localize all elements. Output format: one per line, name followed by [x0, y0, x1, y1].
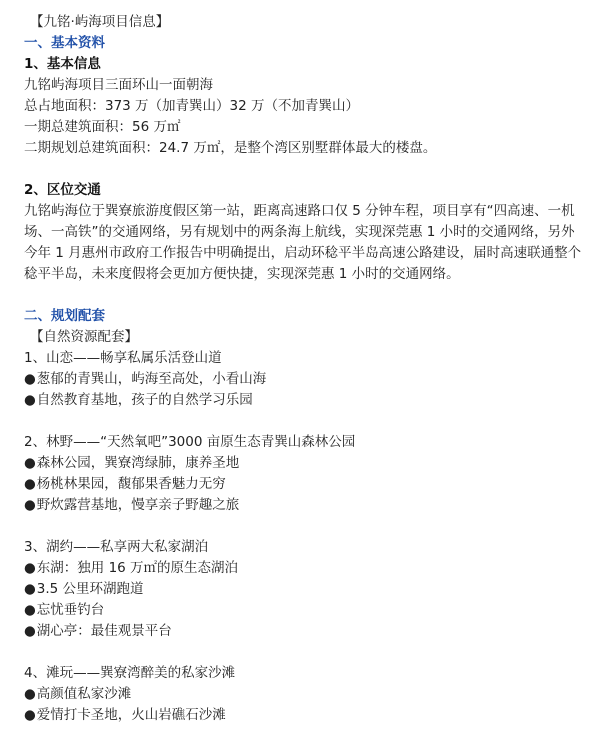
bullet-icon: ●	[24, 497, 36, 513]
bullet-icon: ●	[24, 707, 36, 723]
list-item-text: 东湖：独用 16 万㎡的原生态湖泊	[36, 560, 239, 576]
list-item	[24, 579, 584, 600]
list-item-text: 3.5 公里环湖跑道	[36, 581, 144, 597]
list-item	[24, 495, 584, 516]
list-item-text: 森林公园，巽寮湾绿肺，康养圣地	[36, 455, 240, 471]
list-item-text: 葱郁的青巽山，屿海至高处，小看山海	[36, 371, 267, 387]
section-heading-planning: 二、规划配套	[24, 308, 105, 324]
list-item	[24, 390, 584, 411]
list-item-text: 忘忧垂钓台	[36, 602, 105, 618]
list-item-text: 高颜值私家沙滩	[36, 686, 132, 702]
list-item	[24, 600, 584, 621]
list-item	[24, 474, 584, 495]
info-line: 二期规划总建筑面积：24.7 万㎡，是整个湾区别墅群体最大的楼盘。	[24, 140, 437, 156]
location-paragraph: 九铭屿海位于巽寮旅游度假区第一站，距离高速路口仅 5 分钟车程，项目享有“四高速、一机场、一高铁”的交通网络，另有规划中的两条海上航线，实现深莞惠 1 小时的交通网络，另外今年 1 月惠州市政府工作报告中明确提出，启动环稔平半岛高速公路建设，届时高速联通整个稔平半岛，未来度假将会更加方便快捷，实现深莞惠 1 小时的交通网络。	[24, 203, 582, 282]
bullet-icon: ●	[24, 560, 36, 576]
list-item	[24, 453, 584, 474]
list-item-text: 自然教育基地，孩子的自然学习乐园	[36, 392, 253, 408]
bullet-icon: ●	[24, 581, 36, 597]
section-heading-basic-info: 一、基本资料	[24, 35, 105, 51]
bullet-icon: ●	[24, 392, 36, 408]
subsection-title-location: 2、区位交通	[24, 182, 101, 198]
bullet-icon: ●	[24, 476, 36, 492]
natural-resources-subheading: 【自然资源配套】	[30, 329, 138, 345]
list-item	[24, 558, 584, 579]
bullet-icon: ●	[24, 371, 36, 387]
list-item-text: 野炊露营基地，慢享亲子野趣之旅	[36, 497, 240, 513]
group-title: 3、湖约——私享两大私家湖泊	[24, 539, 209, 555]
document-body	[24, 12, 584, 726]
list-item	[24, 369, 584, 390]
group-title: 4、滩玩——巽寮湾醉美的私家沙滩	[24, 665, 236, 681]
info-line: 一期总建筑面积：56 万㎡	[24, 119, 181, 135]
group-title: 2、林野——“天然氧吧”3000 亩原生态青巽山森林公园	[24, 434, 356, 450]
bullet-icon: ●	[24, 686, 36, 702]
document-title: 【九铭·屿海项目信息】	[30, 14, 170, 30]
bullet-icon: ●	[24, 455, 36, 471]
list-item-text: 湖心亭：最佳观景平台	[36, 623, 172, 639]
list-item-text: 爱情打卡圣地，火山岩礁石沙滩	[36, 707, 226, 723]
subsection-title-basic: 1、基本信息	[24, 56, 101, 72]
list-item	[24, 705, 584, 726]
info-line: 九铭屿海项目三面环山一面朝海	[24, 77, 213, 93]
list-item-text: 杨桃林果园，馥郁果香魅力无穷	[36, 476, 226, 492]
info-line: 总占地面积：373 万（加青巽山）32 万（不加青巽山）	[24, 98, 360, 114]
group-title: 1、山恋——畅享私属乐活登山道	[24, 350, 222, 366]
bullet-icon: ●	[24, 602, 36, 618]
list-item	[24, 684, 584, 705]
list-item	[24, 621, 584, 642]
bullet-icon: ●	[24, 623, 36, 639]
